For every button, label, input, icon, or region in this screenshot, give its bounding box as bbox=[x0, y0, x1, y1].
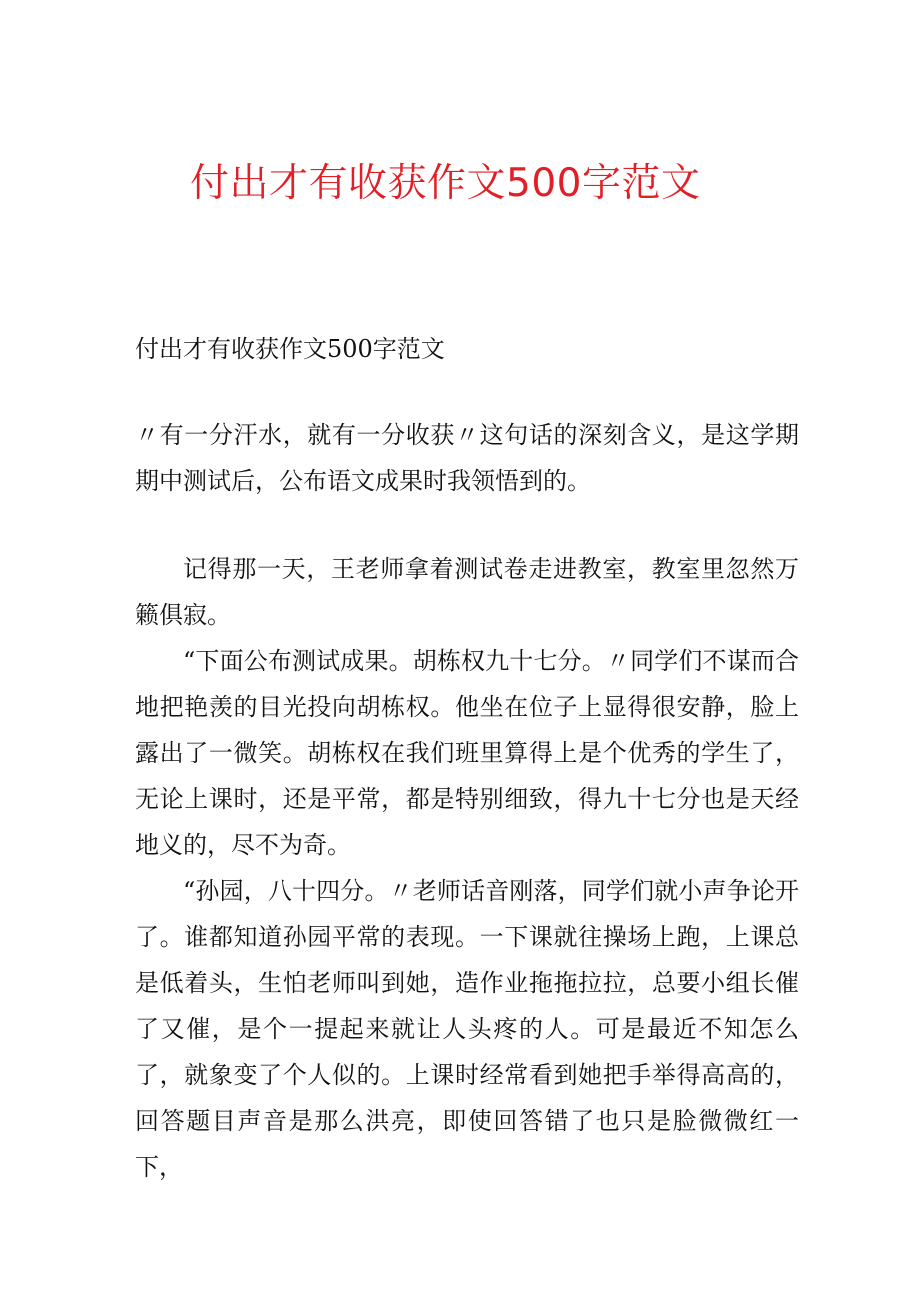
paragraph: 记得那一天，王老师拿着测试卷走进教室，教室里忽然万籁俱寂。 bbox=[135, 555, 799, 629]
paragraph: “孙园，八十四分。〃老师话音刚落，同学们就小声争论开了。谁都知道孙园平常的表现。一下课就往操场上跑，上课总是低着头，生怕老师叫到她，造作业拖拖拉拉，总要小组长催了又催，是个一提起来就让人头疼的人。可是最近不知怎么了，就象变了个人似的。上课时经常看到她把手举得高高的，回答题目声音是那么洪亮，即使回答错了也只是脸微微红一下， bbox=[135, 877, 799, 1181]
document-title: 付出才有收获作文500字范文 bbox=[190, 161, 701, 206]
paragraph: “下面公布测试成果。胡栋权九十七分。〃同学们不谋而合地把艳羡的目光投向胡栋权。他坐在位子上显得很安静，脸上露出了一微笑。胡栋权在我们班里算得上是个优秀的学生了，无论上课时，还是平常，都是特别细致，得九十七分也是天经地义的，尽不为奇。 bbox=[135, 647, 799, 859]
document-subtitle: 付出才有收获作文500字范文 bbox=[135, 335, 445, 363]
document-body bbox=[135, 326, 799, 1190]
paragraph: 〃有一分汗水，就有一分收获〃这句话的深刻含义，是这学期期中测试后，公布语文成果时我领悟到的。 bbox=[135, 421, 799, 495]
